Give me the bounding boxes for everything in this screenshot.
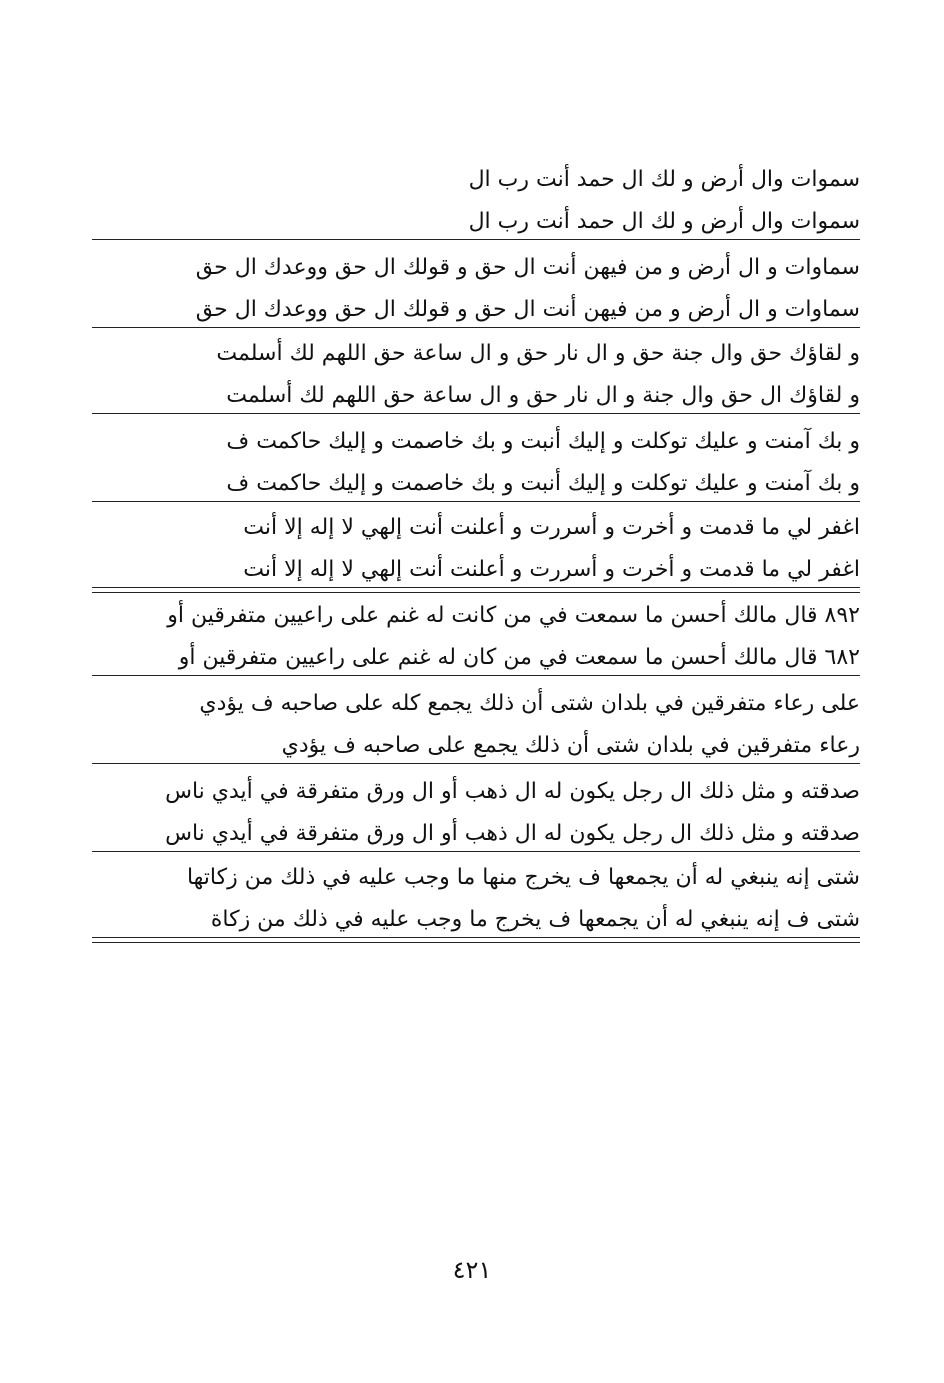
segment-line-b: شتى ف إنه ينبغي له أن يجمعها ف يخرج ما وجب عليه في ذلك من زكاة <box>210 907 860 932</box>
rule-divider <box>92 851 860 852</box>
rule-divider <box>92 239 860 240</box>
segment-line-b: اغفر لي ما قدمت و أخرت و أسررت و أعلنت أنت إلهي لا إله إلا أنت <box>243 557 860 582</box>
segment-line-a: صدقته و مثل ذلك ال رجل يكون له ال ذهب أو ال ورق متفرقة في أيدي ناس <box>165 779 860 804</box>
rule-divider <box>92 763 860 764</box>
segment-line-b: سماوات و ال أرض و من فيهن أنت ال حق و قولك ال حق ووعدك ال حق <box>195 297 860 322</box>
segment-line-b: رعاء متفرقين في بلدان شتى أن ذلك يجمع على صاحبه ف يؤدي <box>281 733 860 758</box>
segment-line-a: شتى إنه ينبغي له أن يجمعها ف يخرج منها ما وجب عليه في ذلك من زكاتها <box>186 865 860 890</box>
page-number: ٤٢١ <box>452 1256 492 1284</box>
segment-line-a: و لقاؤك حق وال جنة حق و ال نار حق و ال ساعة حق اللهم لك أسلمت <box>216 341 860 366</box>
rule-divider <box>92 327 860 328</box>
segment-line-b: و لقاؤك ال حق وال جنة و ال نار حق و ال ساعة حق اللهم لك أسلمت <box>226 383 860 408</box>
segment-line-a: و بك آمنت و عليك توكلت و إليك أنبت و بك خاصمت و إليك حاكمت ف <box>226 429 860 454</box>
double-rule-divider <box>92 587 860 593</box>
segment-line-a: سماوات و ال أرض و من فيهن أنت ال حق و قولك ال حق ووعدك ال حق <box>195 255 860 280</box>
rule-divider <box>92 501 860 502</box>
double-rule-divider <box>92 937 860 943</box>
segment-line-b: سموات وال أرض و لك ال حمد أنت رب ال <box>468 209 860 234</box>
rule-divider <box>92 675 860 676</box>
segment-line-b: صدقته و مثل ذلك ال رجل يكون له ال ذهب أو ال ورق متفرقة في أيدي ناس <box>165 821 860 846</box>
segment-line-a: اغفر لي ما قدمت و أخرت و أسررت و أعلنت أنت إلهي لا إله إلا أنت <box>243 515 860 540</box>
segment-line-a: سموات وال أرض و لك ال حمد أنت رب ال <box>468 167 860 192</box>
segment-line-a: ٨٩٢ قال مالك أحسن ما سمعت في من كانت له غنم على راعيين متفرقين أو <box>167 603 860 628</box>
segment-line-a: على رعاء متفرقين في بلدان شتى أن ذلك يجمع كله على صاحبه ف يؤدي <box>199 691 860 716</box>
rule-divider <box>92 413 860 414</box>
segment-line-b: ٦٨٢ قال مالك أحسن ما سمعت في من كان له غنم على راعيين متفرقين أو <box>178 645 860 670</box>
segment-line-b: و بك آمنت و عليك توكلت و إليك أنبت و بك خاصمت و إليك حاكمت ف <box>226 471 860 496</box>
